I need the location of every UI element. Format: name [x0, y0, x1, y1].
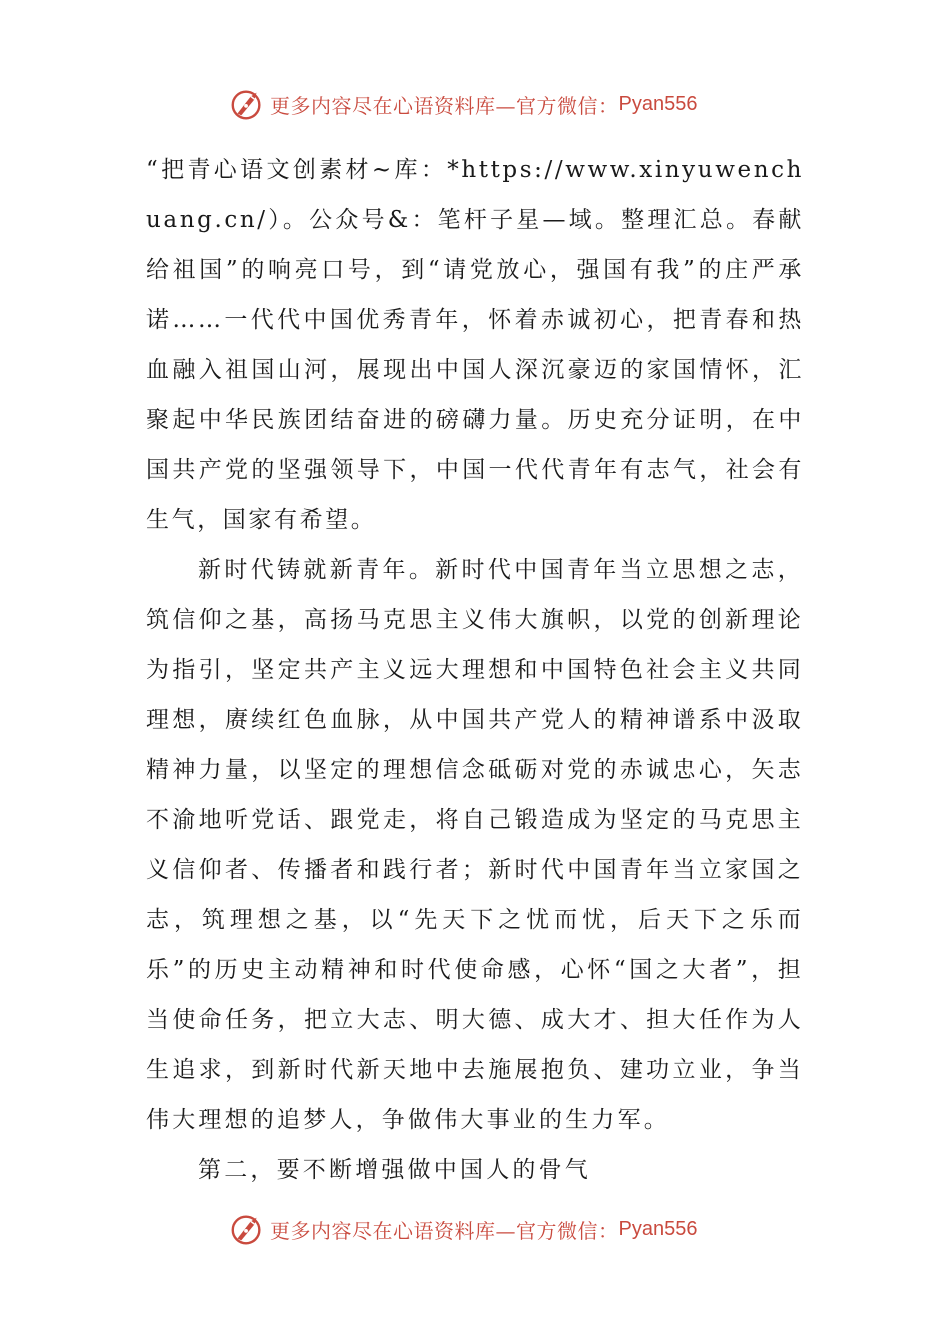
header-banner — [228, 83, 748, 125]
wechat-id: Pyan556 — [618, 1217, 698, 1240]
banner-text: 更多内容尽在心语资料库—官方微信： — [270, 93, 619, 118]
document-body — [146, 145, 804, 1195]
pen-nib-logo-icon — [228, 1210, 266, 1248]
section-heading: 第二，要不断增强做中国人的骨气 — [198, 1157, 591, 1183]
banner-text: 更多内容尽在心语资料库—官方微信： — [270, 1218, 619, 1243]
paragraph-2: 新时代铸就新青年。新时代中国青年当立思想之志，筑信仰之基，高扬马克思主义伟大旗帜，以党的创新理论为指引，坚定共产主义远大理想和中国特色社会主义共同理想，赓续红色血脉，从中国共产党人的精神谱系中汲取精神力量，以坚定的理想信念砥砺对党的赤诚忠心，矢志不渝地听党话、跟党走，将自己锻造成为坚定的马克思主义信仰者、传播者和践行者；新时代中国青年当立家国之志，筑理想之基，以“先天下之忧而忧，后天下之乐而乐”的历史主动精神和时代使命感，心怀“国之大者”，担当使命任务，把立大志、明大德、成大才、担大任作为人生追求，到新时代新天地中去施展抱负、建功立业，争当伟大理想的追梦人，争做伟大事业的生力军。 — [146, 557, 804, 1133]
pen-nib-logo-icon — [228, 85, 266, 123]
footer-banner — [228, 1208, 748, 1250]
wechat-id: Pyan556 — [618, 92, 698, 115]
paragraph-1: “把青心语文创素材~库：*https://www.xinyuwenchuang.cn/）。公众号&：笔杆子星—域。整理汇总。春献给祖国”的响亮口号，到“请党放心，强国有我”的庄严承诺……一代代中国优秀青年，怀着赤诚初心，把青春和热血融入祖国山河，展现出中国人深沉豪迈的家国情怀，汇聚起中华民族团结奋进的磅礴力量。历史充分证明，在中国共产党的坚强领导下，中国一代代青年有志气，社会有生气，国家有希望。 — [146, 157, 804, 533]
